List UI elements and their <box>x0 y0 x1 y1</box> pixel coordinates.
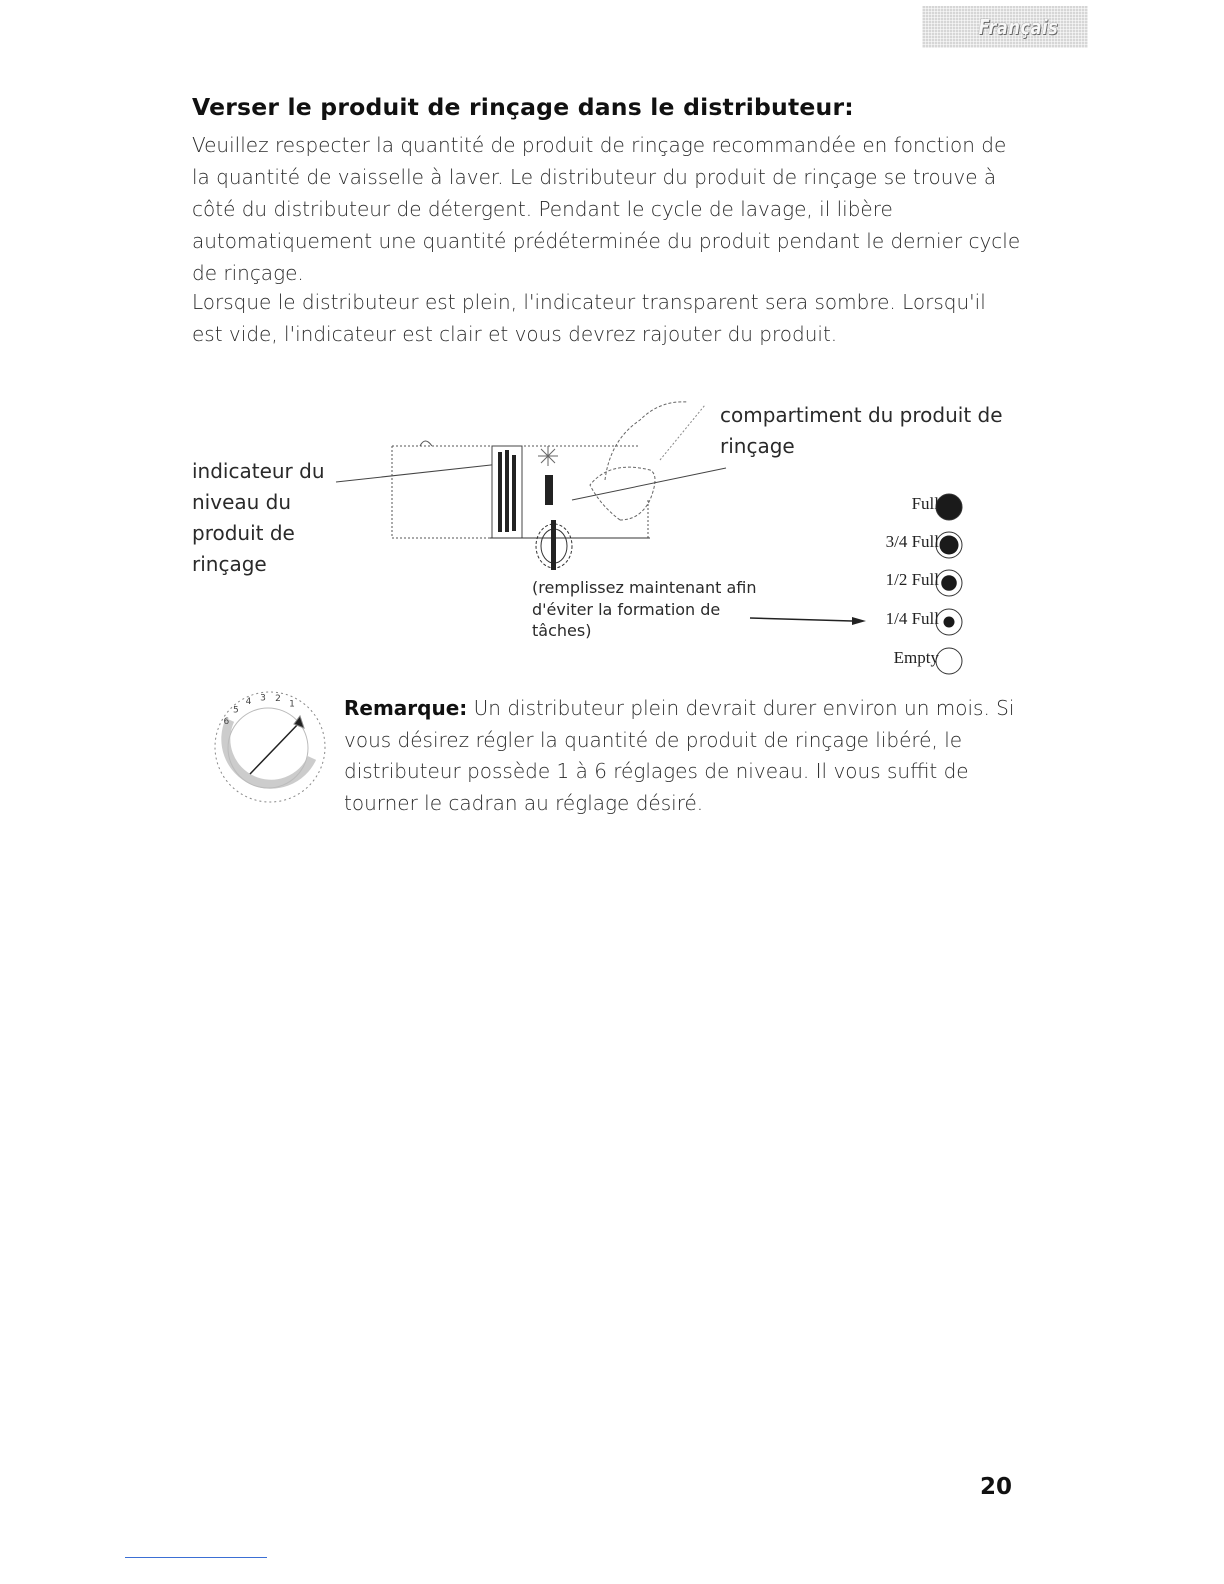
dial-number-4: 4 <box>245 697 252 708</box>
indicator-paragraph: Lorsque le distributeur est plein, l'indicateur transparent sera sombre. Lorsqu'il est vide, l'indicateur est clair et vous devrez rajouter du produit. <box>192 290 986 346</box>
sparkle-icon <box>538 446 558 466</box>
level-indicators <box>936 494 962 674</box>
dial-numbers <box>224 693 295 727</box>
language-tab-label: Français <box>978 15 1058 39</box>
section-title: Verser le produit de rinçage dans le distributeur: <box>192 93 854 121</box>
dial-number-1: 1 <box>289 699 295 710</box>
dial-illustration <box>215 692 325 802</box>
level-fill-2 <box>941 575 957 591</box>
level-label-half: 1/2 Full <box>885 570 939 589</box>
level-circle-0 <box>936 494 962 520</box>
level-fill-1 <box>939 535 958 554</box>
fill-now-note: (remplissez maintenant afin d'éviter la formation de tâches) <box>532 578 757 640</box>
compartment-label: compartiment du produit de rinçage <box>720 403 1003 458</box>
level-label-full: Full <box>911 494 939 513</box>
indicator-leader-line <box>336 464 500 482</box>
page-number: 20 <box>980 1474 1013 1500</box>
level-label-quarter: 1/4 Full <box>885 609 939 628</box>
dial-number-2: 2 <box>275 694 281 704</box>
indicator-level-label: indicateur du niveau du produit de rinçage <box>192 459 325 576</box>
footer-rule <box>125 1557 267 1558</box>
dial-number-6: 6 <box>223 717 230 727</box>
indicator-window <box>498 450 553 532</box>
dial-knob <box>536 520 572 570</box>
dial-number-5: 5 <box>233 705 239 716</box>
remark-paragraph <box>344 693 1024 819</box>
remark-text: Un distributeur plein devrait durer environ un mois. Si vous désirez régler la quantité de produit de rinçage libéré, le distributeur possède 1 à 6 réglages de niveau. Il vous suffit de tourner le cadran au réglage désiré. <box>344 696 1015 815</box>
level-label-empty: Empty <box>893 648 939 667</box>
remark-label: Remarque: <box>344 696 468 720</box>
dial-pointer <box>250 722 300 774</box>
level-fill-3 <box>944 617 955 628</box>
compartment-leader-line <box>572 468 726 500</box>
fill-arrow-head <box>852 617 866 625</box>
dial-number-3: 3 <box>260 693 266 704</box>
level-label-three-quarter: 3/4 Full <box>885 532 939 551</box>
level-circle-4 <box>936 648 962 674</box>
hand-icon <box>590 402 688 520</box>
intro-paragraph: Veuillez respecter la quantité de produit de rinçage recommandée en fonction de la quantité de vaisselle à laver. Le distributeur du produit de rinçage se trouve à côté du distributeur de détergent. Pendant le cycle de lavage, il libère automatiquement une quantité prédéterminée du produit pendant le dernier cycle de rinçage. <box>192 133 1021 285</box>
